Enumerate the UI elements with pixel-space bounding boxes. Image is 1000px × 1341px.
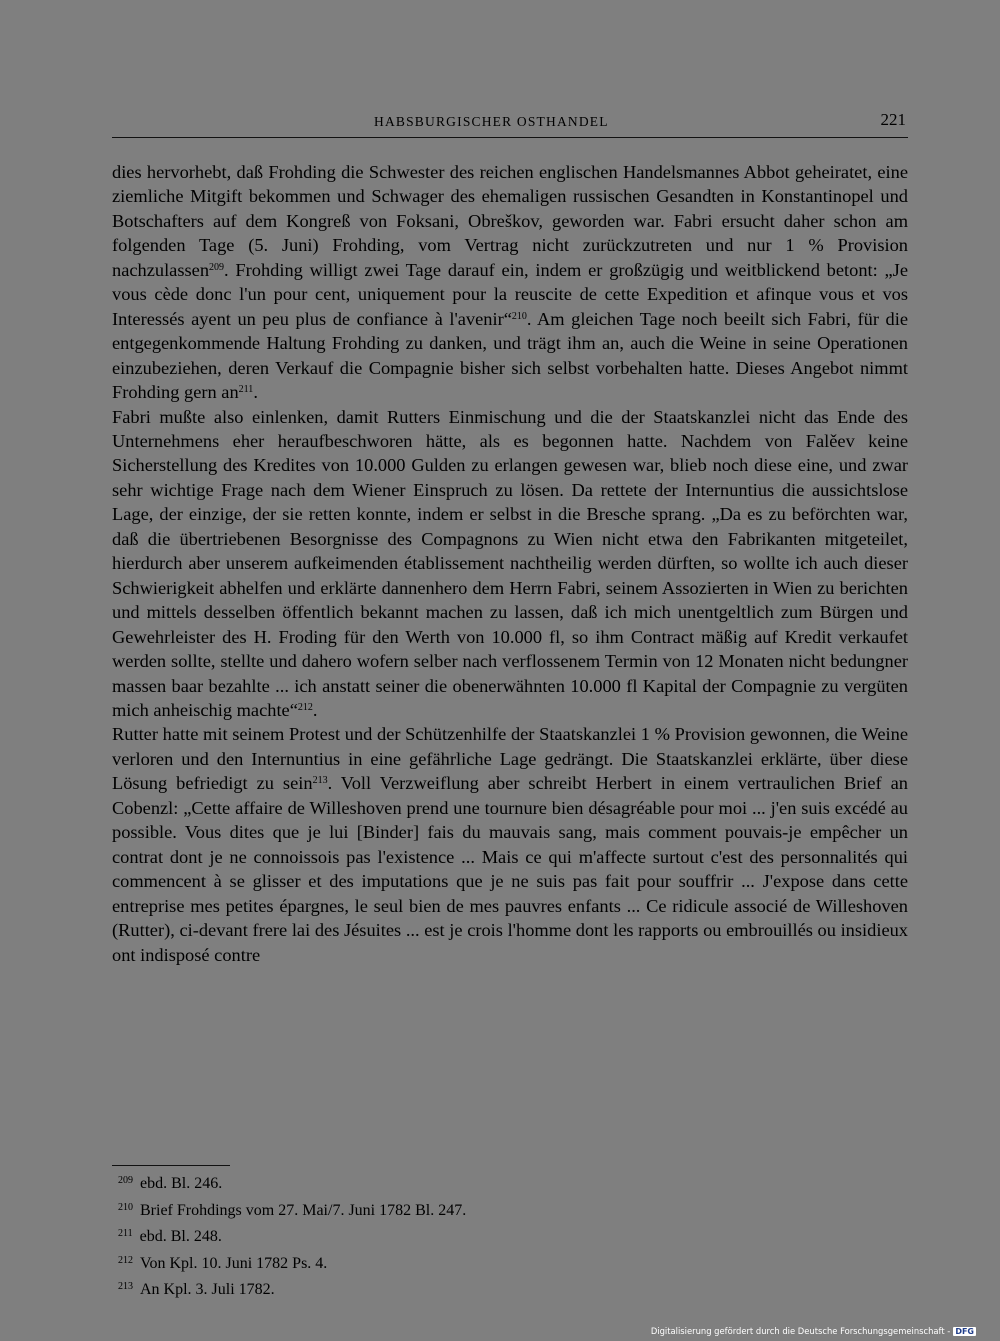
footnote-text: An Kpl. 3. Juli 1782. — [140, 1281, 275, 1299]
footnote-text: Von Kpl. 10. Juni 1782 Ps. 4. — [140, 1254, 328, 1272]
text-run: . Voll Verzweiflung aber schreibt Herbert in einem vertraulichen Brief an Cobenzl: „Cette affaire de Willeshoven prend une tournure bien désagréable pour moi ... j'en suis excédé au possible. Vous dites que je lui [Binder] fais du mauvais sang, mais comment pouvais-je empêcher un contrat dont je ne connoissois pas l'existence ... Mais ce qui m'affecte surtout c'est des personnalités qui commencent à se glisser et des imputations que je ne suis pas fait pour souffrir ... J'expose dans cette entreprise mes petites épargnes, le seul bien de mes pauvres enfants ... Ce ridicule associé de Willeshoven (Rutter), ci-devant frere lai des Jésuites ... est je crois l'homme dont les rapports ou embrouillés ou insidieux ont indisposé contre — [112, 773, 908, 965]
footnote-ref-212[interactable]: 212 — [297, 701, 313, 713]
running-title: HABSBURGISCHER OSTHANDEL — [374, 114, 609, 129]
digitization-credit — [651, 1326, 976, 1336]
footnote-rule — [112, 1165, 230, 1166]
page-number: 221 — [880, 110, 906, 129]
text-run: Fabri mußte also einlenken, damit Rutters Einmischung und die der Staatskanzlei nicht das Ende des Unternehmens eher heraufbeschworen hätte, als es begonnen hatte. Nachdem von Falěev keine Sicherstellung des Kredites von 10.000 Gulden zu erlangen gewesen war, blieb noch diese eine, und zwar sehr wichtige Frage nach dem Wiener Einspruch zu lösen. Da rettete der Internuntius die aussichtslose Lage, der einzige, der sie retten konnte, indem er selbst in die Bresche sprang. „Da es zu beförchten war, daß die übertriebenen Besorgnisse des Compagnons zu Wien nicht etwa den Fabrikanten mitgeteilet, hierdurch aber unserem aufkeimenden établissement nachtheilig werden dürften, so wollte ich auch dieser Schwierigkeit abhelfen und erklärte dannenhero dem Herrn Fabri, seinem Assozierten in Wien zu berichten und mittels desselben öffentlich bekannt machen zu lassen, daß ich mich unentgeltlich zum Bürgen und Gewehrleister des H. Froding für den Werth von 10.000 fl, so ihm Contract mäßig auf Kredit verkaufet werden sollte, stellte und dahero wofern selber nach verflossenem Termin von 12 Monaten nicht bedungner massen baar bezahlte ... ich anstatt seiner die obenerwähnten 10.000 fl Kapital der Compagnie zu vergüten mich anheischig machte“ — [112, 406, 908, 720]
footnote-ref-211[interactable]: 211 — [238, 384, 254, 396]
footnote-ref-209[interactable]: 209 — [209, 261, 225, 273]
text-run: . Am gleichen Tage noch beeilt sich Fabri, für die entgegenkommende Haltung Frohding zu danken, und trägt ihm an, auch die Weine in seine Operationen einzubeziehen, deren Verkauf die Compagnie bisher sich selbst vorbehalten hatte. Dieses Angebot nimmt Frohding gern an — [112, 308, 909, 403]
footnote-211 — [118, 1222, 898, 1249]
footnote-number: 212 — [118, 1254, 133, 1266]
footnote-213 — [118, 1275, 898, 1302]
text-run: . — [253, 382, 258, 403]
footnote-ref-213[interactable]: 213 — [312, 775, 328, 787]
body-text — [112, 160, 908, 967]
text-run: Rutter hatte mit seinem Protest und der Schützenhilfe der Staatskanzlei 1 % Provision gewonnen, die Weine verloren und den Internuntius in eine gefährliche Lage gedrängt. Die Staatskanzlei erklärte, über diese Lösung befriedigt zu sein — [112, 724, 908, 794]
footnote-ref-210[interactable]: 210 — [511, 310, 527, 322]
text-run: . Frohding willigt zwei Tage darauf ein, indem er großzügig und weitblickend betont: „Je vous cède donc l'un pour cent, uniquement pour la reuscite de cette Expedition et afinque vous et vos Interessés ayent un peu plus de confiance à l'avenir“ — [112, 259, 908, 329]
footnote-209 — [118, 1169, 898, 1196]
footnote-text: Brief Frohdings vom 27. Mai/7. Juni 1782 Bl. 247. — [140, 1201, 467, 1219]
footnote-210 — [118, 1196, 898, 1223]
footnote-number: 210 — [118, 1201, 133, 1213]
footnote-text: ebd. Bl. 248. — [139, 1228, 222, 1246]
header-rule — [112, 137, 908, 138]
footnote-212 — [118, 1249, 898, 1276]
dfg-logo[interactable]: DFG — [955, 1326, 974, 1336]
paragraph-3 — [112, 722, 908, 967]
footnote-number: 211 — [118, 1228, 133, 1240]
running-head — [112, 110, 908, 136]
footnote-text: ebd. Bl. 246. — [140, 1175, 223, 1192]
footnote-number: 213 — [118, 1281, 133, 1293]
footnotes — [118, 1169, 898, 1302]
paragraph-1 — [112, 160, 908, 405]
text-run: . — [312, 699, 318, 720]
text-run: dies hervorhebt, daß Frohding die Schwester des reichen englischen Handelsmannes Abbot geheiratet, eine ziemliche Mitgift bekommen und Schwager des ehemaligen russischen Gesandten in Konstantinopel und Botschafters auf dem Kongreß von Foksani, Obreškov, geworden war. Fabri ersucht daher schon am folgenden Tage (5. Juni) Frohding, vom Vertrag nicht zurückzutreten und nur 1 % Provision nachzulassen — [112, 162, 908, 280]
footnote-number: 209 — [118, 1175, 133, 1186]
credit-text: Digitalisierung gefördert durch die Deutsche Forschungsgemeinschaft - — [650, 1326, 951, 1336]
paragraph-2 — [112, 405, 908, 723]
